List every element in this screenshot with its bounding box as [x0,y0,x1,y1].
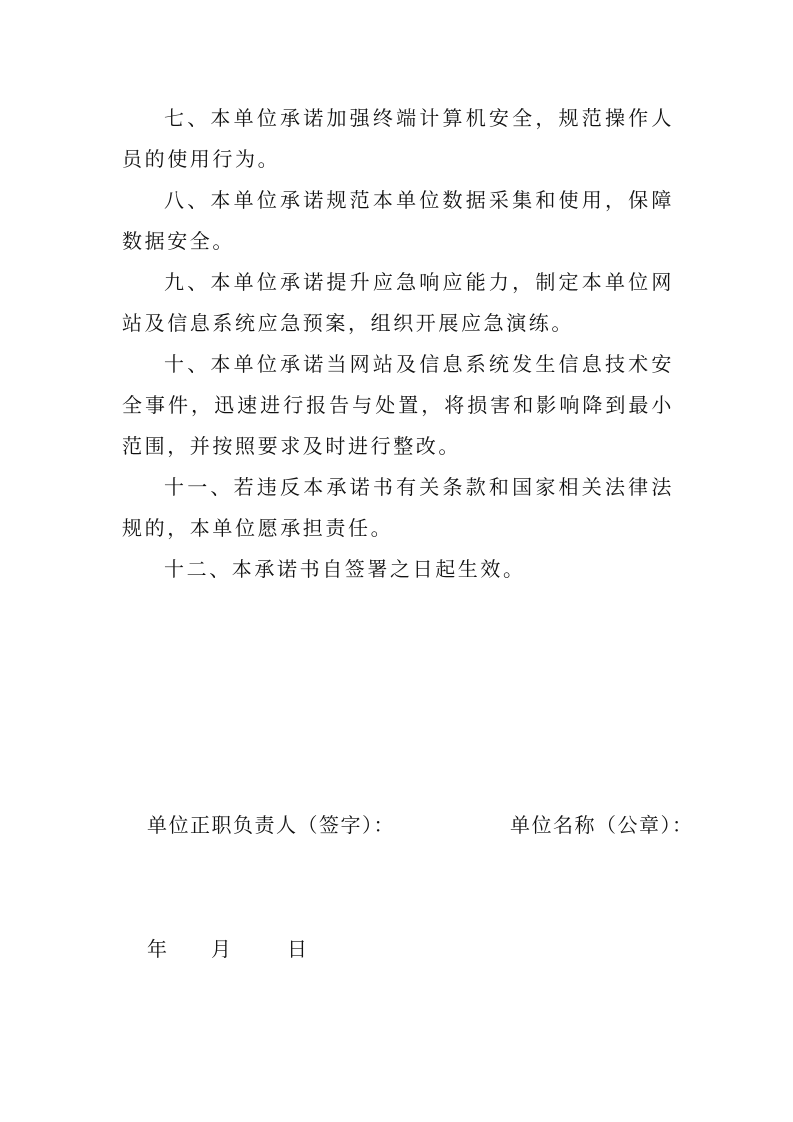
commitment-body [122,98,674,590]
date-day-label: 日 [287,937,307,961]
clause-11: 十一、若违反本承诺书有关条款和国家相关法律法规的，本单位愿承担责任。 [122,475,674,540]
unit-name-seal-label: 单位名称（公章）： [510,813,694,837]
responsible-person-signature-label: 单位正职负责人（签字）： [147,813,395,837]
date-year-label: 年 [147,937,167,961]
clause-12: 十二、本承诺书自签署之日起生效。 [164,557,526,581]
clause-9: 九、本单位承诺提升应急响应能力，制定本单位网站及信息系统应急预案，组织开展应急演练。 [122,270,674,335]
clause-8: 八、本单位承诺规范本单位数据采集和使用，保障数据安全。 [122,188,674,253]
clause-10: 十、本单位承诺当网站及信息系统发生信息技术安全事件，迅速进行报告与处置，将损害和影响降到最小范围，并按照要求及时进行整改。 [122,352,674,458]
date-month-label: 月 [211,937,231,961]
clause-7: 七、本单位承诺加强终端计算机安全，规范操作人员的使用行为。 [122,106,674,171]
